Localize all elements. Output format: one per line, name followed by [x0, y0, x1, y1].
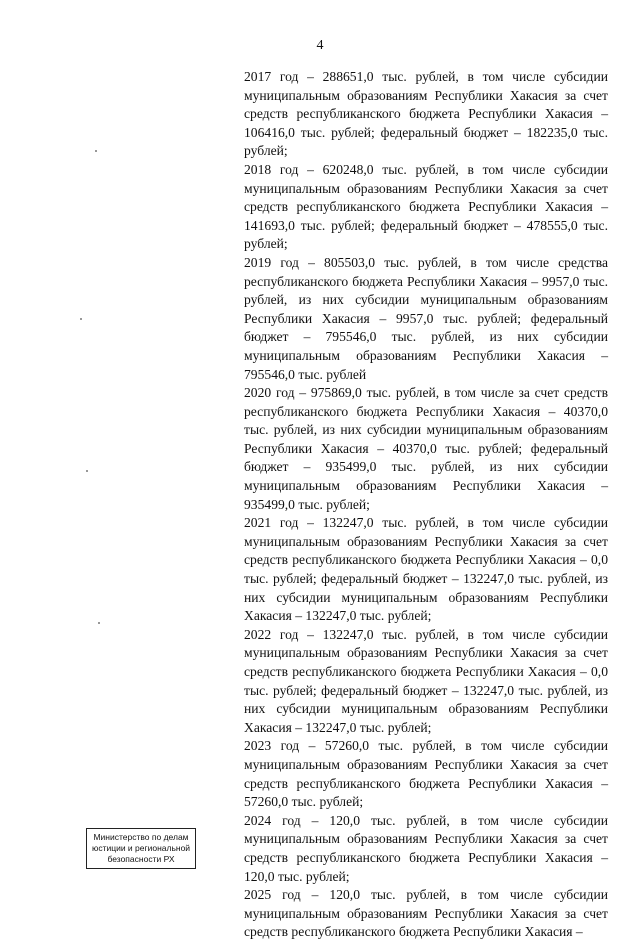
scan-speck [98, 622, 100, 624]
paragraph-2025: 2025 год – 120,0 тыс. рублей, в том числе субсидии муниципальным образованиям Республики Хакасия за счет средств республиканского бюджета Республики Хакасия – [244, 887, 608, 940]
document-body [244, 68, 608, 942]
paragraph-2024: 2024 год – 120,0 тыс. рублей, в том числе субсидии муниципальным образованиям Республики Хакасия за счет средств республиканского бюджета Республики Хакасия – 120,0 тыс. рублей; [244, 812, 608, 884]
page-number: 4 [316, 38, 324, 53]
ministry-stamp [86, 828, 196, 869]
paragraph-2019: 2019 год – 805503,0 тыс. рублей, в том числе средства республиканского бюджета Республики Хакасия – 9957,0 тыс. рублей, из них субсидии муниципальным образованиям Республики Хакасия – 9957,0 тыс. рублей; федеральный бюджет – 795546,0 тыс. рублей, из них субсидии муниципальным образованиям Республики Хакасия – 795546,0 тыс. рублей [244, 254, 608, 382]
paragraph-2021: 2021 год – 132247,0 тыс. рублей, в том числе субсидии муниципальным образованиям Республики Хакасия за счет средств республиканского бюджета Республики Хакасия – 0,0 тыс. рублей; федеральный бюджет – 132247,0 тыс. рублей, из них субсидии муниципальным образованиям Республики Хакасия – 132247,0 тыс. рублей; [244, 515, 608, 624]
scan-speck [80, 318, 82, 320]
paragraph-2023: 2023 год – 57260,0 тыс. рублей, в том числе субсидии муниципальным образованиям Республики Хакасия за счет средств республиканского бюджета Республики Хакасия – 57260,0 тыс. рублей; [244, 738, 608, 810]
stamp-line-3: безопасности РХ [107, 854, 175, 864]
stamp-line-2: юстиции и региональной [91, 843, 191, 853]
paragraph-2022: 2022 год – 132247,0 тыс. рублей, в том числе субсидии муниципальным образованиям Республики Хакасия за счет средств республиканского бюджета Республики Хакасия – 0,0 тыс. рублей; федеральный бюджет – 132247,0 тыс. рублей, из них субсидии муниципальным образованиям Республики Хакасия – 132247,0 тыс. рублей; [244, 626, 608, 735]
paragraph-2018: 2018 год – 620248,0 тыс. рублей, в том числе субсидии муниципальным образованиям Республики Хакасия за счет средств республиканского бюджета Республики Хакасия – 141693,0 тыс. рублей; федеральный бюджет – 478555,0 тыс. рублей; [244, 161, 608, 252]
paragraph-2017: 2017 год – 288651,0 тыс. рублей, в том числе субсидии муниципальным образованиям Республики Хакасия за счет средств республиканского бюджета Республики Хакасия – 106416,0 тыс. рублей; федеральный бюджет – 182235,0 тыс. рублей; [244, 69, 608, 159]
stamp-line-1: Министерство по делам [93, 832, 189, 842]
scan-speck [86, 470, 88, 472]
paragraph-2020: 2020 год – 975869,0 тыс. рублей, в том числе за счет средств республиканского бюджета Республики Хакасия – 40370,0 тыс. рублей, из них субсидии муниципальным образованиям Республики Хакасия – 40370,0 тыс. рублей; федеральный бюджет – 935499,0 тыс. рублей, из них субсидии муниципальным образованиям Республики Хакасия – 935499,0 тыс. рублей; [244, 385, 608, 512]
scan-speck [95, 150, 97, 152]
